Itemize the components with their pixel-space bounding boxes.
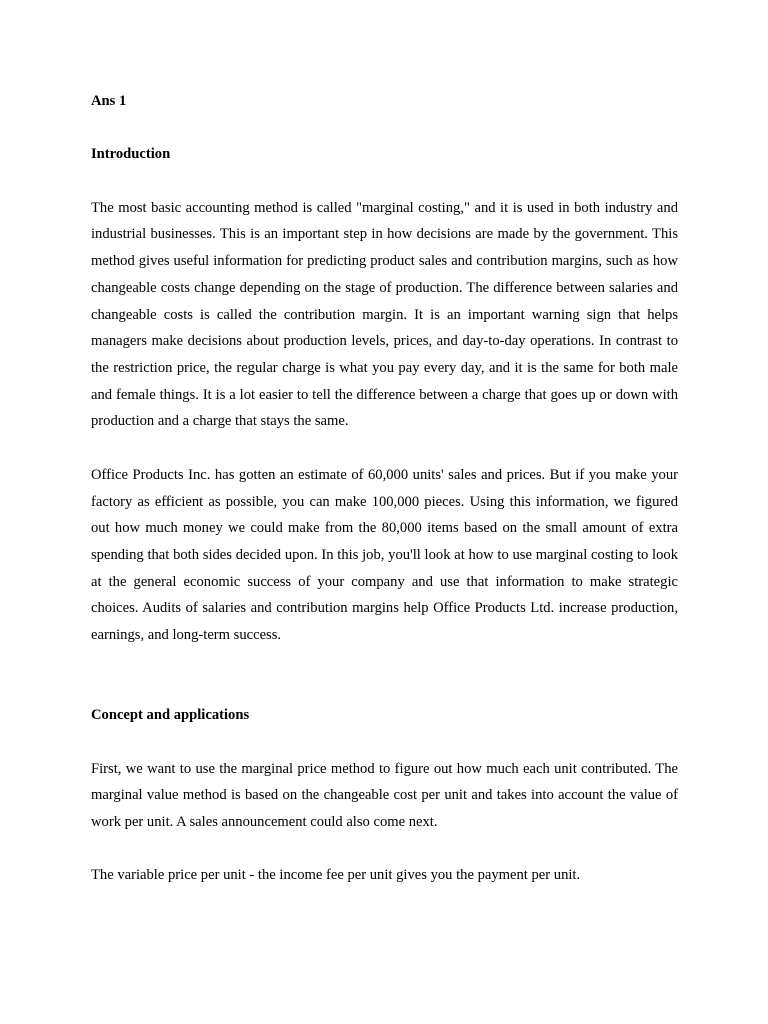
concept-heading: Concept and applications (91, 707, 250, 724)
intro-paragraph-1: The most basic accounting method is called "marginal costing," and it is used in both industry and industrial businesses. This is an important step in how decisions are made by the government. This method gives useful information for predicting product sales and contribution margins, such as how changeable costs change depending on the stage of production. The difference between salaries and changeable costs is called the contribution margin. It is an important warning sign that helps managers make decisions about production levels, prices, and day-to-day operations. In contrast to the restriction price, the regular charge is what you pay every day, and it is the same for both male and female things. It is a lot easier to tell the difference between a charge that goes up or down with production and a charge that stays the same. (91, 199, 678, 430)
spacer (91, 729, 678, 756)
answer-label: Ans 1 (91, 93, 127, 109)
spacer (91, 435, 678, 462)
spacer (91, 168, 678, 195)
spacer (91, 836, 678, 863)
concept-paragraph-2: The variable price per unit - the income fee per unit gives you the payment per unit. (91, 867, 581, 884)
introduction-heading: Introduction (91, 146, 171, 163)
document-body (91, 88, 678, 889)
spacer (91, 649, 678, 702)
spacer (91, 115, 678, 142)
concept-paragraph-1: First, we want to use the marginal price method to figure out how much each unit contributed. The marginal value method is based on the changeable cost per unit and takes into account the value of work per unit. A sales announcement could also come next. (91, 760, 678, 830)
intro-paragraph-2: Office Products Inc. has gotten an estimate of 60,000 units' sales and prices. But if you make your factory as efficient as possible, you can make 100,000 pieces. Using this information, we figured out how much money we could make from the 80,000 items based on the small amount of extra spending that both sides decided upon. In this job, you'll look at how to use marginal costing to look at the general economic success of your company and use that information to make strategic choices. Audits of salaries and contribution margins help Office Products Ltd. increase production, earnings, and long-term success. (91, 466, 678, 644)
